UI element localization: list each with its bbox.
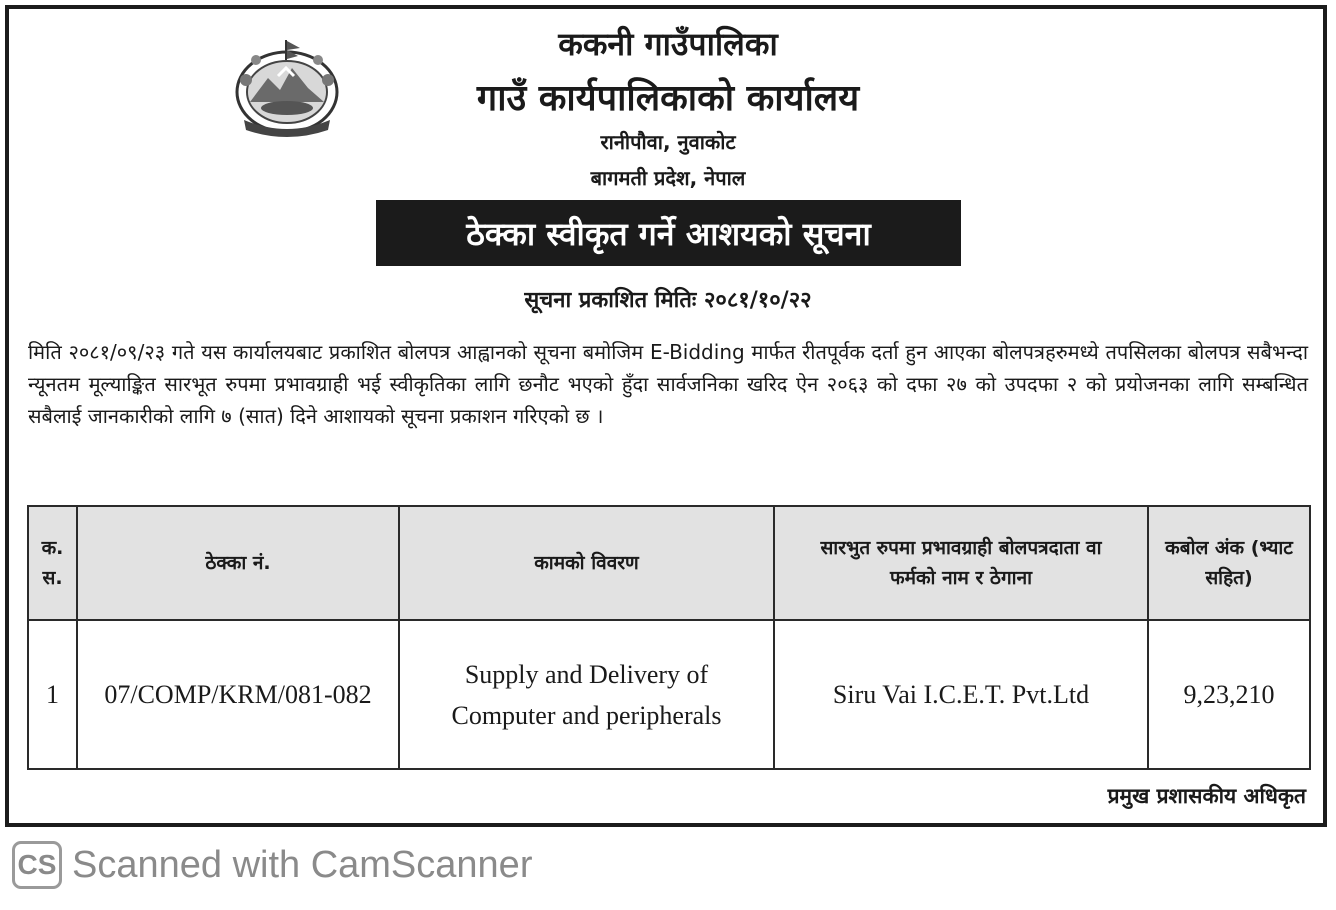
table-header-row <box>28 506 1310 620</box>
cell-sn: 1 <box>28 620 77 769</box>
office-address: रानीपौवा, नुवाकोट <box>600 130 736 154</box>
camscanner-watermark <box>12 840 532 890</box>
header-amount: कबोल अंक (भ्याट सहित) <box>1148 506 1310 620</box>
header-description: कामको विवरण <box>399 506 774 620</box>
published-date: सूचना प्रकाशित मितिः २०८१/१०/२२ <box>524 288 812 313</box>
office-name: गाउँ कार्यपालिकाको कार्यालय <box>476 78 860 119</box>
header-contract-no: ठेक्का नं. <box>77 506 399 620</box>
notice-title: ठेक्का स्वीकृत गर्ने आशयको सूचना <box>376 200 961 266</box>
header-bidder: सारभुत रुपमा प्रभावग्राही बोलपत्रदाता वा फर्मको नाम र ठेगाना <box>774 506 1148 620</box>
office-province: बागमती प्रदेश, नेपाल <box>590 166 746 190</box>
cell-contract-no: 07/COMP/KRM/081-082 <box>77 620 399 769</box>
notice-body: मिति २०८१/०९/२३ गते यस कार्यालयबाट प्रकाशित बोलपत्र आह्वानको सूचना बमोजिम E-Bidding मार्फत रीतपूर्वक दर्ता हुन आएका बोलपत्रहरुमध्ये तपसिलका बोलपत्र सबैभन्दा न्यूनतम मूल्याङ्कित सारभूत रुपमा प्रभावग्राही भई स्वीकृतिका लागि छनौट भएको हुँदा सार्वजनिका खरिद ऐन २०६३ को दफा २७ को उपदफा २ को प्रयोजनका लागि सम्बन्धित सबैलाई जानकारीको लागि ७ (सात) दिने आशायको सूचना प्रकाशन गरिएको छ । <box>28 340 1308 428</box>
municipality-name: ककनी गाउँपालिका <box>558 25 778 63</box>
signatory: प्रमुख प्रशासकीय अधिकृत <box>1107 784 1306 808</box>
camscanner-logo-icon: CS <box>12 841 62 889</box>
cell-description: Supply and Delivery of Computer and peripherals <box>399 620 774 769</box>
table-row <box>28 620 1310 769</box>
contract-table <box>27 505 1311 770</box>
cell-bidder: Siru Vai I.C.E.T. Pvt.Ltd <box>774 620 1148 769</box>
cell-amount: 9,23,210 <box>1148 620 1310 769</box>
header-sn: क. स. <box>28 506 77 620</box>
watermark-text: Scanned with CamScanner <box>72 843 533 886</box>
